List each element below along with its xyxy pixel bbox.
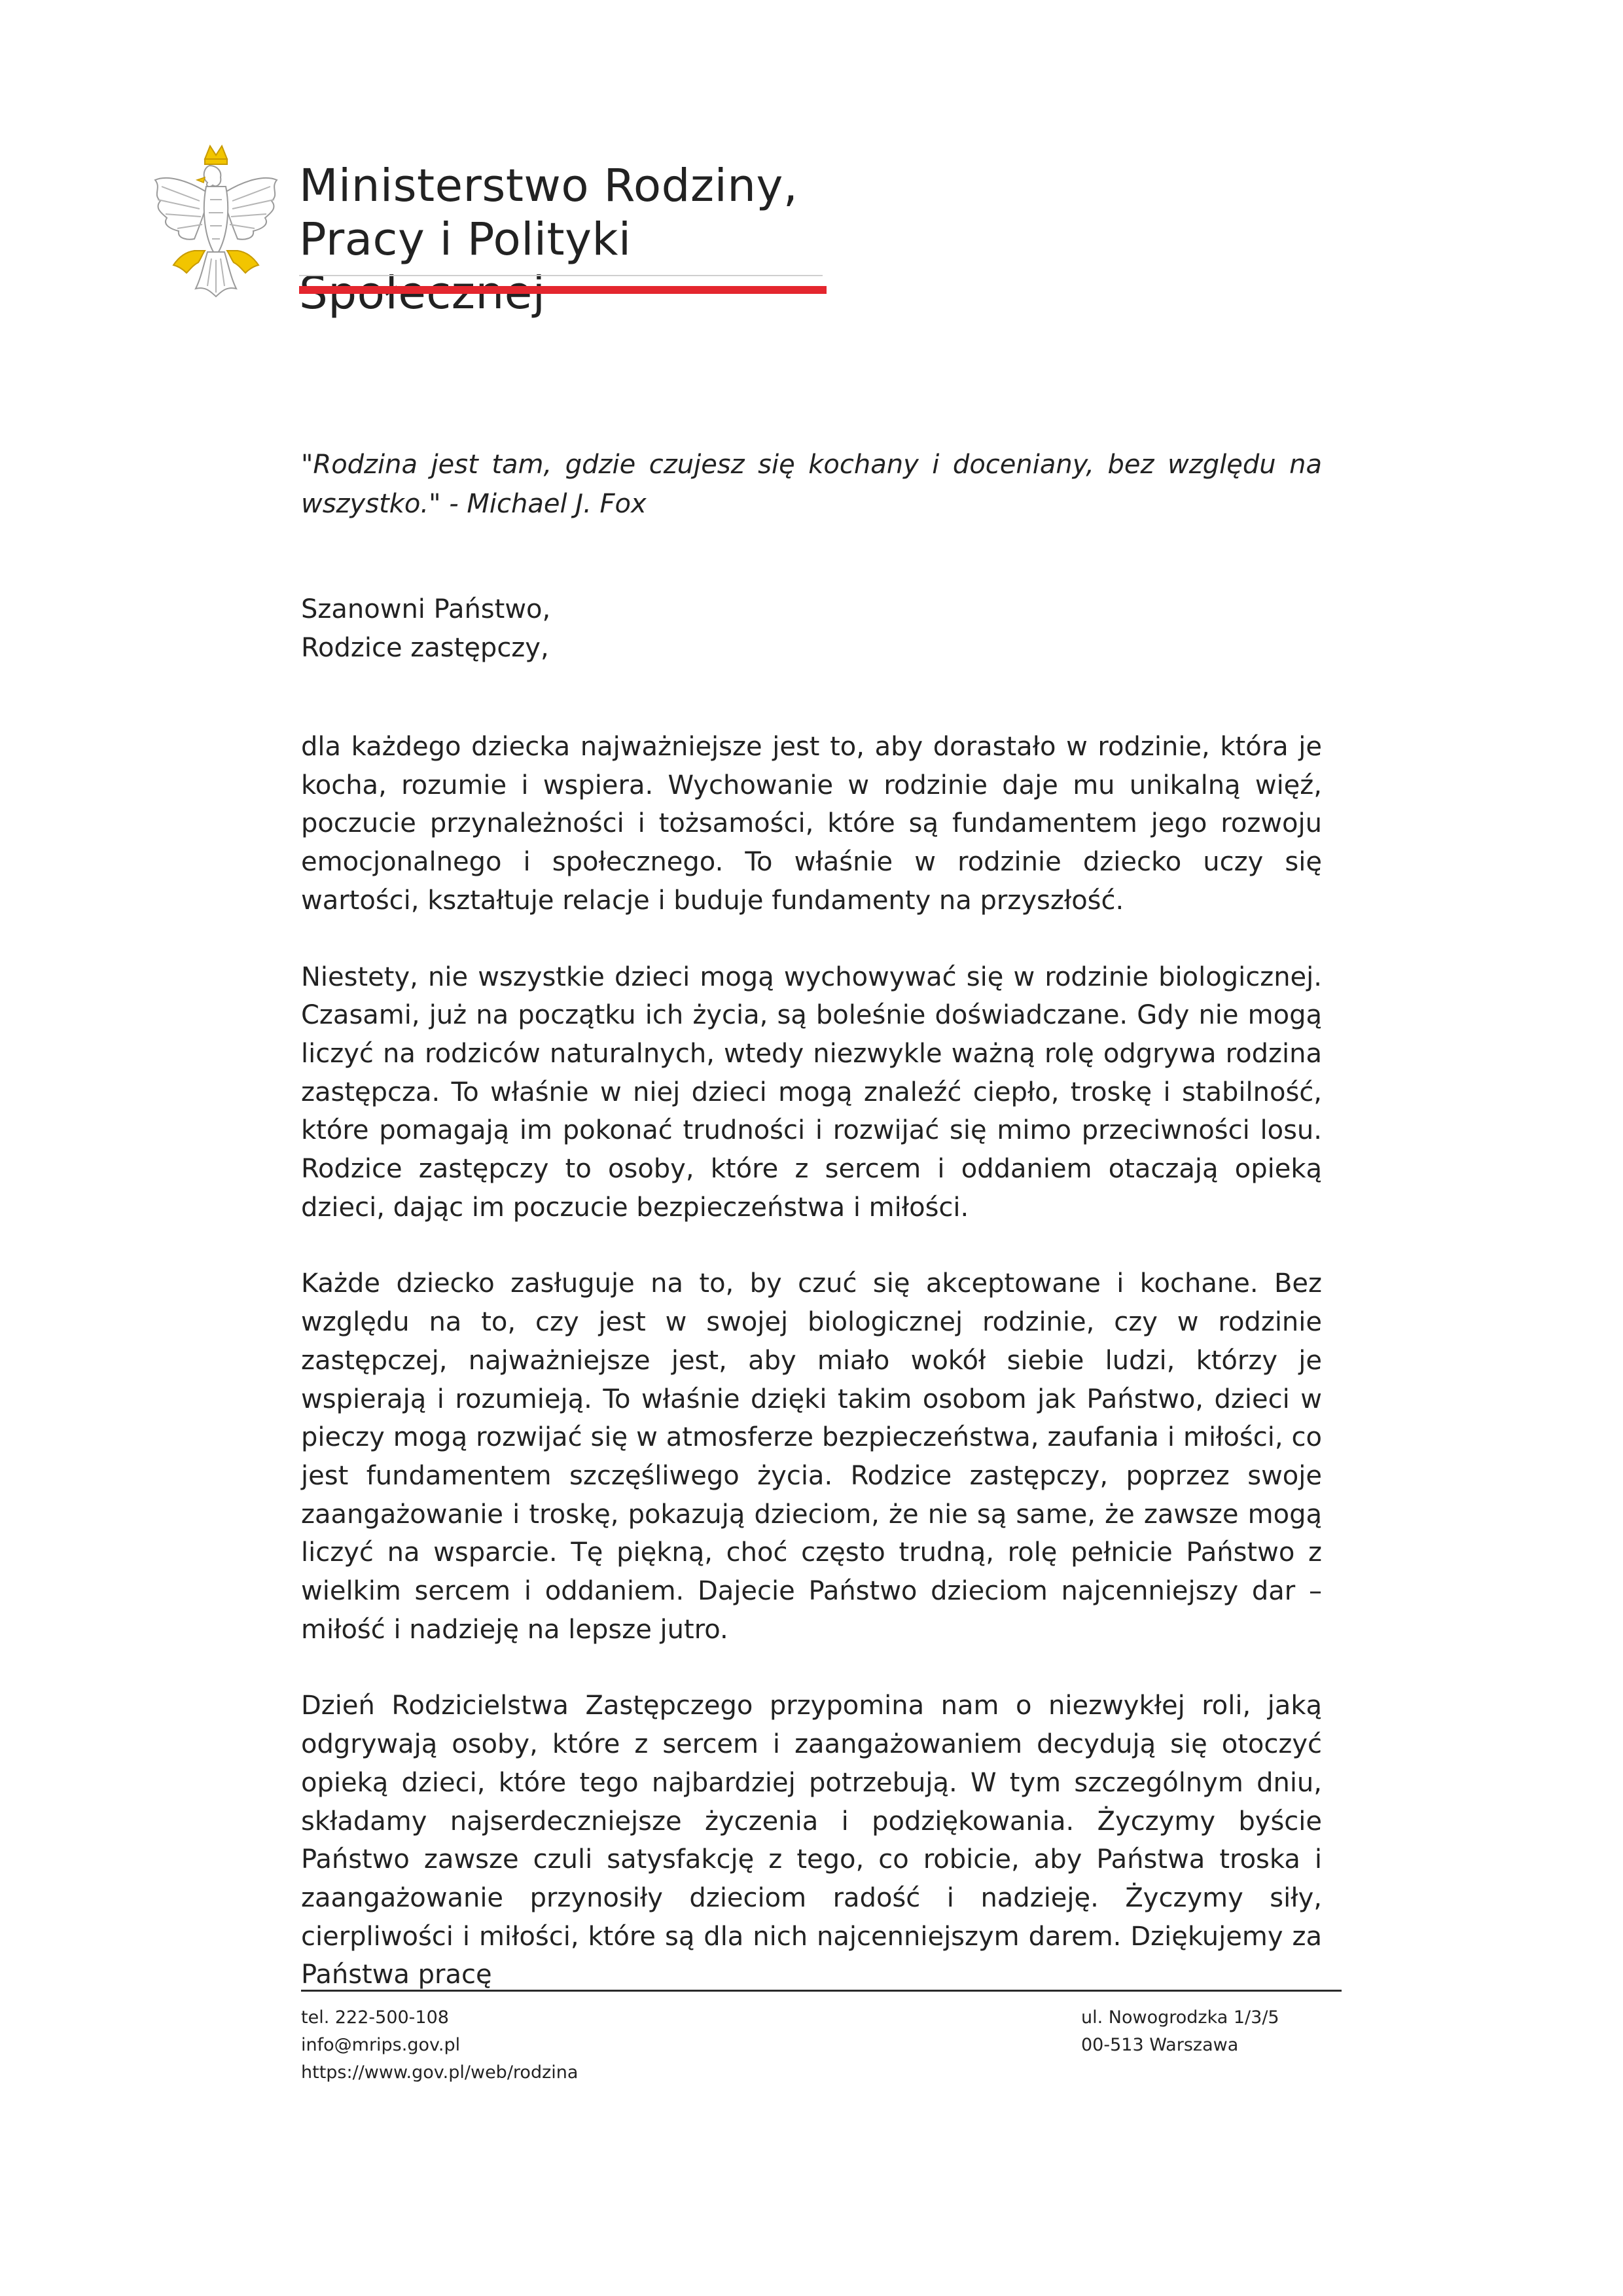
salutation-line2: Rodzice zastępczy,: [301, 633, 549, 663]
footer-website[interactable]: https://www.gov.pl/web/rodzina: [301, 2062, 579, 2083]
polish-eagle-emblem-icon: [147, 141, 285, 298]
salutation-line1: Szanowni Państwo,: [301, 594, 551, 624]
salutation: [301, 590, 1322, 668]
ministry-name-line2: Pracy i Polityki: [299, 213, 632, 266]
ministry-name: [299, 159, 867, 320]
paragraph-2: Niestety, nie wszystkie dzieci mogą wychowywać się w rodzinie biologicznej. Czasami, już na początku ich życia, są boleśnie doświadczane. Gdy nie mogą liczyć na rodziców naturalnych, wtedy niezwykle ważną rolę odgrywa rodzina zastępcza. To właśnie w niej dzieci mogą znaleźć ciepło, troskę i stabilność, które pomagają im pokonać trudności i rozwijać się mimo przeciwności losu. Rodzice zastępczy to osoby, które z sercem i oddaniem otaczają opieką dzieci, dając im poczucie bezpieczeństwa i miłości.: [301, 961, 1322, 1223]
footer-city: 00-513 Warszawa: [1081, 2035, 1239, 2055]
footer-street: ul. Nowogrodzka 1/3/5: [1081, 2007, 1279, 2028]
footer-address: [1081, 2004, 1279, 2059]
footer-email[interactable]: info@mrips.gov.pl: [301, 2035, 461, 2055]
letter-body: [301, 445, 1322, 1994]
opening-quote: "Rodzina jest tam, gdzie czujesz się kochany i doceniany, bez względu na wszystko." - Michael J. Fox: [301, 450, 1322, 519]
header-divider-red: [299, 286, 827, 294]
ministry-name-line1: Ministerstwo Rodziny,: [299, 160, 798, 212]
footer-phone: tel. 222-500-108: [301, 2007, 449, 2028]
footer-divider: [301, 1990, 1342, 1992]
header-divider-thin: [299, 275, 823, 276]
paragraph-1: dla każdego dziecka najważniejsze jest to, aby dorastało w rodzinie, która je kocha, rozumie i wspiera. Wychowanie w rodzinie daje mu unikalną więź, poczucie przynależności i tożsamości, które są fundamentem jego rozwoju emocjonalnego i społecznego. To właśnie w rodzinie dziecko uczy się wartości, kształtuje relacje i buduje fundamenty na przyszłość.: [301, 732, 1322, 916]
letterhead: [147, 141, 867, 311]
paragraph-3: Każde dziecko zasługuje na to, by czuć się akceptowane i kochane. Bez względu na to, czy jest w swojej biologicznej rodzinie, czy w rodzinie zastępczej, najważniejsze jest, aby miało wokół siebie ludzi, którzy je wspierają i rozumieją. To właśnie dzięki takim osobom jak Państwo, dzieci w pieczy mogą rozwijać się w atmosferze bezpieczeństwa, zaufania i miłości, co jest fundamentem szczęśliwego życia. Rodzice zastępczy, poprzez swoje zaangażowanie i troskę, pokazują dzieciom, że nie są same, że zawsze mogą liczyć na wsparcie. Tę piękną, choć często trudną, rolę pełnicie Państwo z wielkim sercem i oddaniem. Dajecie Państwo dzieciom najcenniejszy dar – miłość i nadzieję na lepsze jutro.: [301, 1268, 1322, 1645]
paragraph-4: Dzień Rodzicielstwa Zastępczego przypomina nam o niezwykłej roli, jaką odgrywają osoby, które z sercem i zaangażowaniem decydują się otoczyć opieką dzieci, które tego najbardziej potrzebują. W tym szczególnym dniu, składamy najserdeczniejsze życzenia i podziękowania. Życzymy byście Państwo zawsze czuli satysfakcję z tego, co robicie, aby Państwa troska i zaangażowanie przynosiły dzieciom radość i nadzieję. Życzymy siły, cierpliwości i miłości, które są dla nich najcenniejszym darem. Dziękujemy za Państwa pracę: [301, 1691, 1322, 1990]
footer-contact: [301, 2004, 578, 2087]
